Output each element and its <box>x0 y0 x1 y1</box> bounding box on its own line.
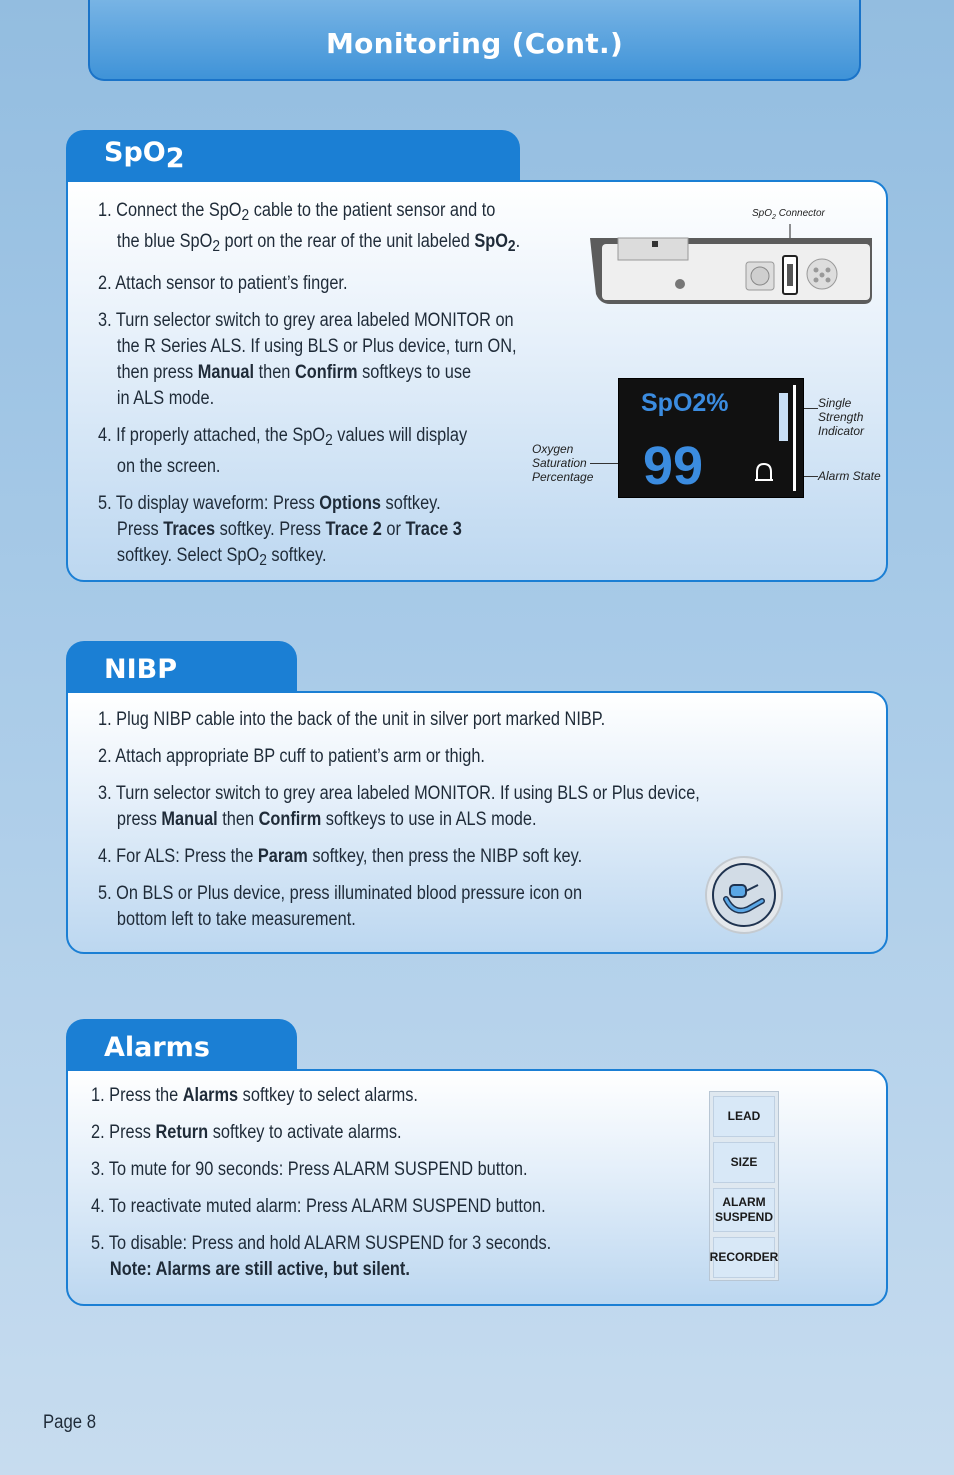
nibp-tab-title: NIBP <box>104 654 178 685</box>
callout-signal-strength: Single Strength Indicator <box>818 396 865 438</box>
lead-button[interactable]: LEAD <box>713 1096 775 1137</box>
nibp-steps <box>98 707 798 944</box>
alarms-steps <box>91 1083 626 1294</box>
device-rear-illustration <box>590 204 890 309</box>
callout-line <box>590 463 618 464</box>
list-item: 1. Press the Alarms softkey to select alarms. <box>91 1085 418 1106</box>
alarm-suspend-button[interactable]: ALARM SUSPEND <box>713 1188 775 1232</box>
spo2-display-screen <box>618 378 804 498</box>
list-item: 2. Attach sensor to patient’s finger. <box>98 273 348 294</box>
page-number: Page 8 <box>43 1412 97 1433</box>
list-item: 1. Connect the SpO$_2$ cable to the patient sensor and to the blue SpO$_2$ port on the rear of the unit labeled SpO$_2$. <box>98 200 521 255</box>
list-item: 5. On BLS or Plus device, press illuminated blood pressure icon on bottom left to take measurement. <box>98 883 583 930</box>
list-item: 3. To mute for 90 seconds: Press ALARM SUSPEND button. <box>91 1159 528 1180</box>
nibp-tab <box>66 641 297 693</box>
signal-strength-bar <box>779 393 788 441</box>
spo2-tab-title: SpO$_2$ <box>104 137 185 174</box>
spo2-tab <box>66 130 520 182</box>
page-header <box>88 0 861 81</box>
spo2-panel <box>66 180 888 582</box>
callout-oxygen-saturation: Oxygen Saturation Percentage <box>532 442 594 484</box>
connector-caption: SpO$_2$ Connector <box>752 208 825 221</box>
callout-line <box>804 476 818 477</box>
spo2-screen-value: 99 <box>643 436 704 496</box>
list-item: 3. Turn selector switch to grey area labeled MONITOR. If using BLS or Plus device, press Manual then Confirm softkeys to use in ALS mode. <box>98 783 700 830</box>
spo2-steps <box>98 198 589 585</box>
callout-alarm-state: Alarm State <box>818 469 881 483</box>
signal-track <box>793 385 796 491</box>
list-item: 5. To disable: Press and hold ALARM SUSPEND for 3 seconds. Note: Alarms are still active, but silent. <box>91 1233 552 1280</box>
spo2-screen-label: SpO2% <box>641 389 729 417</box>
list-item: 2. Attach appropriate BP cuff to patient’s arm or thigh. <box>98 746 485 767</box>
alarms-tab-title: Alarms <box>104 1032 210 1063</box>
size-button[interactable]: SIZE <box>713 1142 775 1183</box>
nibp-panel <box>66 691 888 954</box>
callout-line <box>804 408 818 409</box>
list-item: 4. To reactivate muted alarm: Press ALARM SUSPEND button. <box>91 1196 546 1217</box>
page-title: Monitoring (Cont.) <box>325 27 624 60</box>
blood-pressure-icon[interactable] <box>704 855 784 935</box>
alarms-panel <box>66 1069 888 1306</box>
list-item: 2. Press Return softkey to activate alarms. <box>91 1122 402 1143</box>
list-item: 4. For ALS: Press the Param softkey, then press the NIBP soft key. <box>98 846 583 867</box>
bell-icon <box>753 461 775 485</box>
recorder-button[interactable]: RECORDER <box>713 1237 775 1278</box>
list-item: 1. Plug NIBP cable into the back of the unit in silver port marked NIBP. <box>98 709 606 730</box>
list-item: 4. If properly attached, the SpO$_2$ values will display on the screen. <box>98 425 468 477</box>
alarms-tab <box>66 1019 297 1071</box>
list-item: 3. Turn selector switch to grey area labeled MONITOR on the R Series ALS. If using BLS or Plus device, turn ON, then press Manual then Confirm softkeys to use in ALS mode. <box>98 310 517 409</box>
softkey-panel <box>709 1091 779 1281</box>
list-item: 5. To display waveform: Press Options softkey. Press Traces softkey. Press Trace 2 or Trace 3 softkey. Select SpO$_2$ softkey. <box>98 493 462 569</box>
